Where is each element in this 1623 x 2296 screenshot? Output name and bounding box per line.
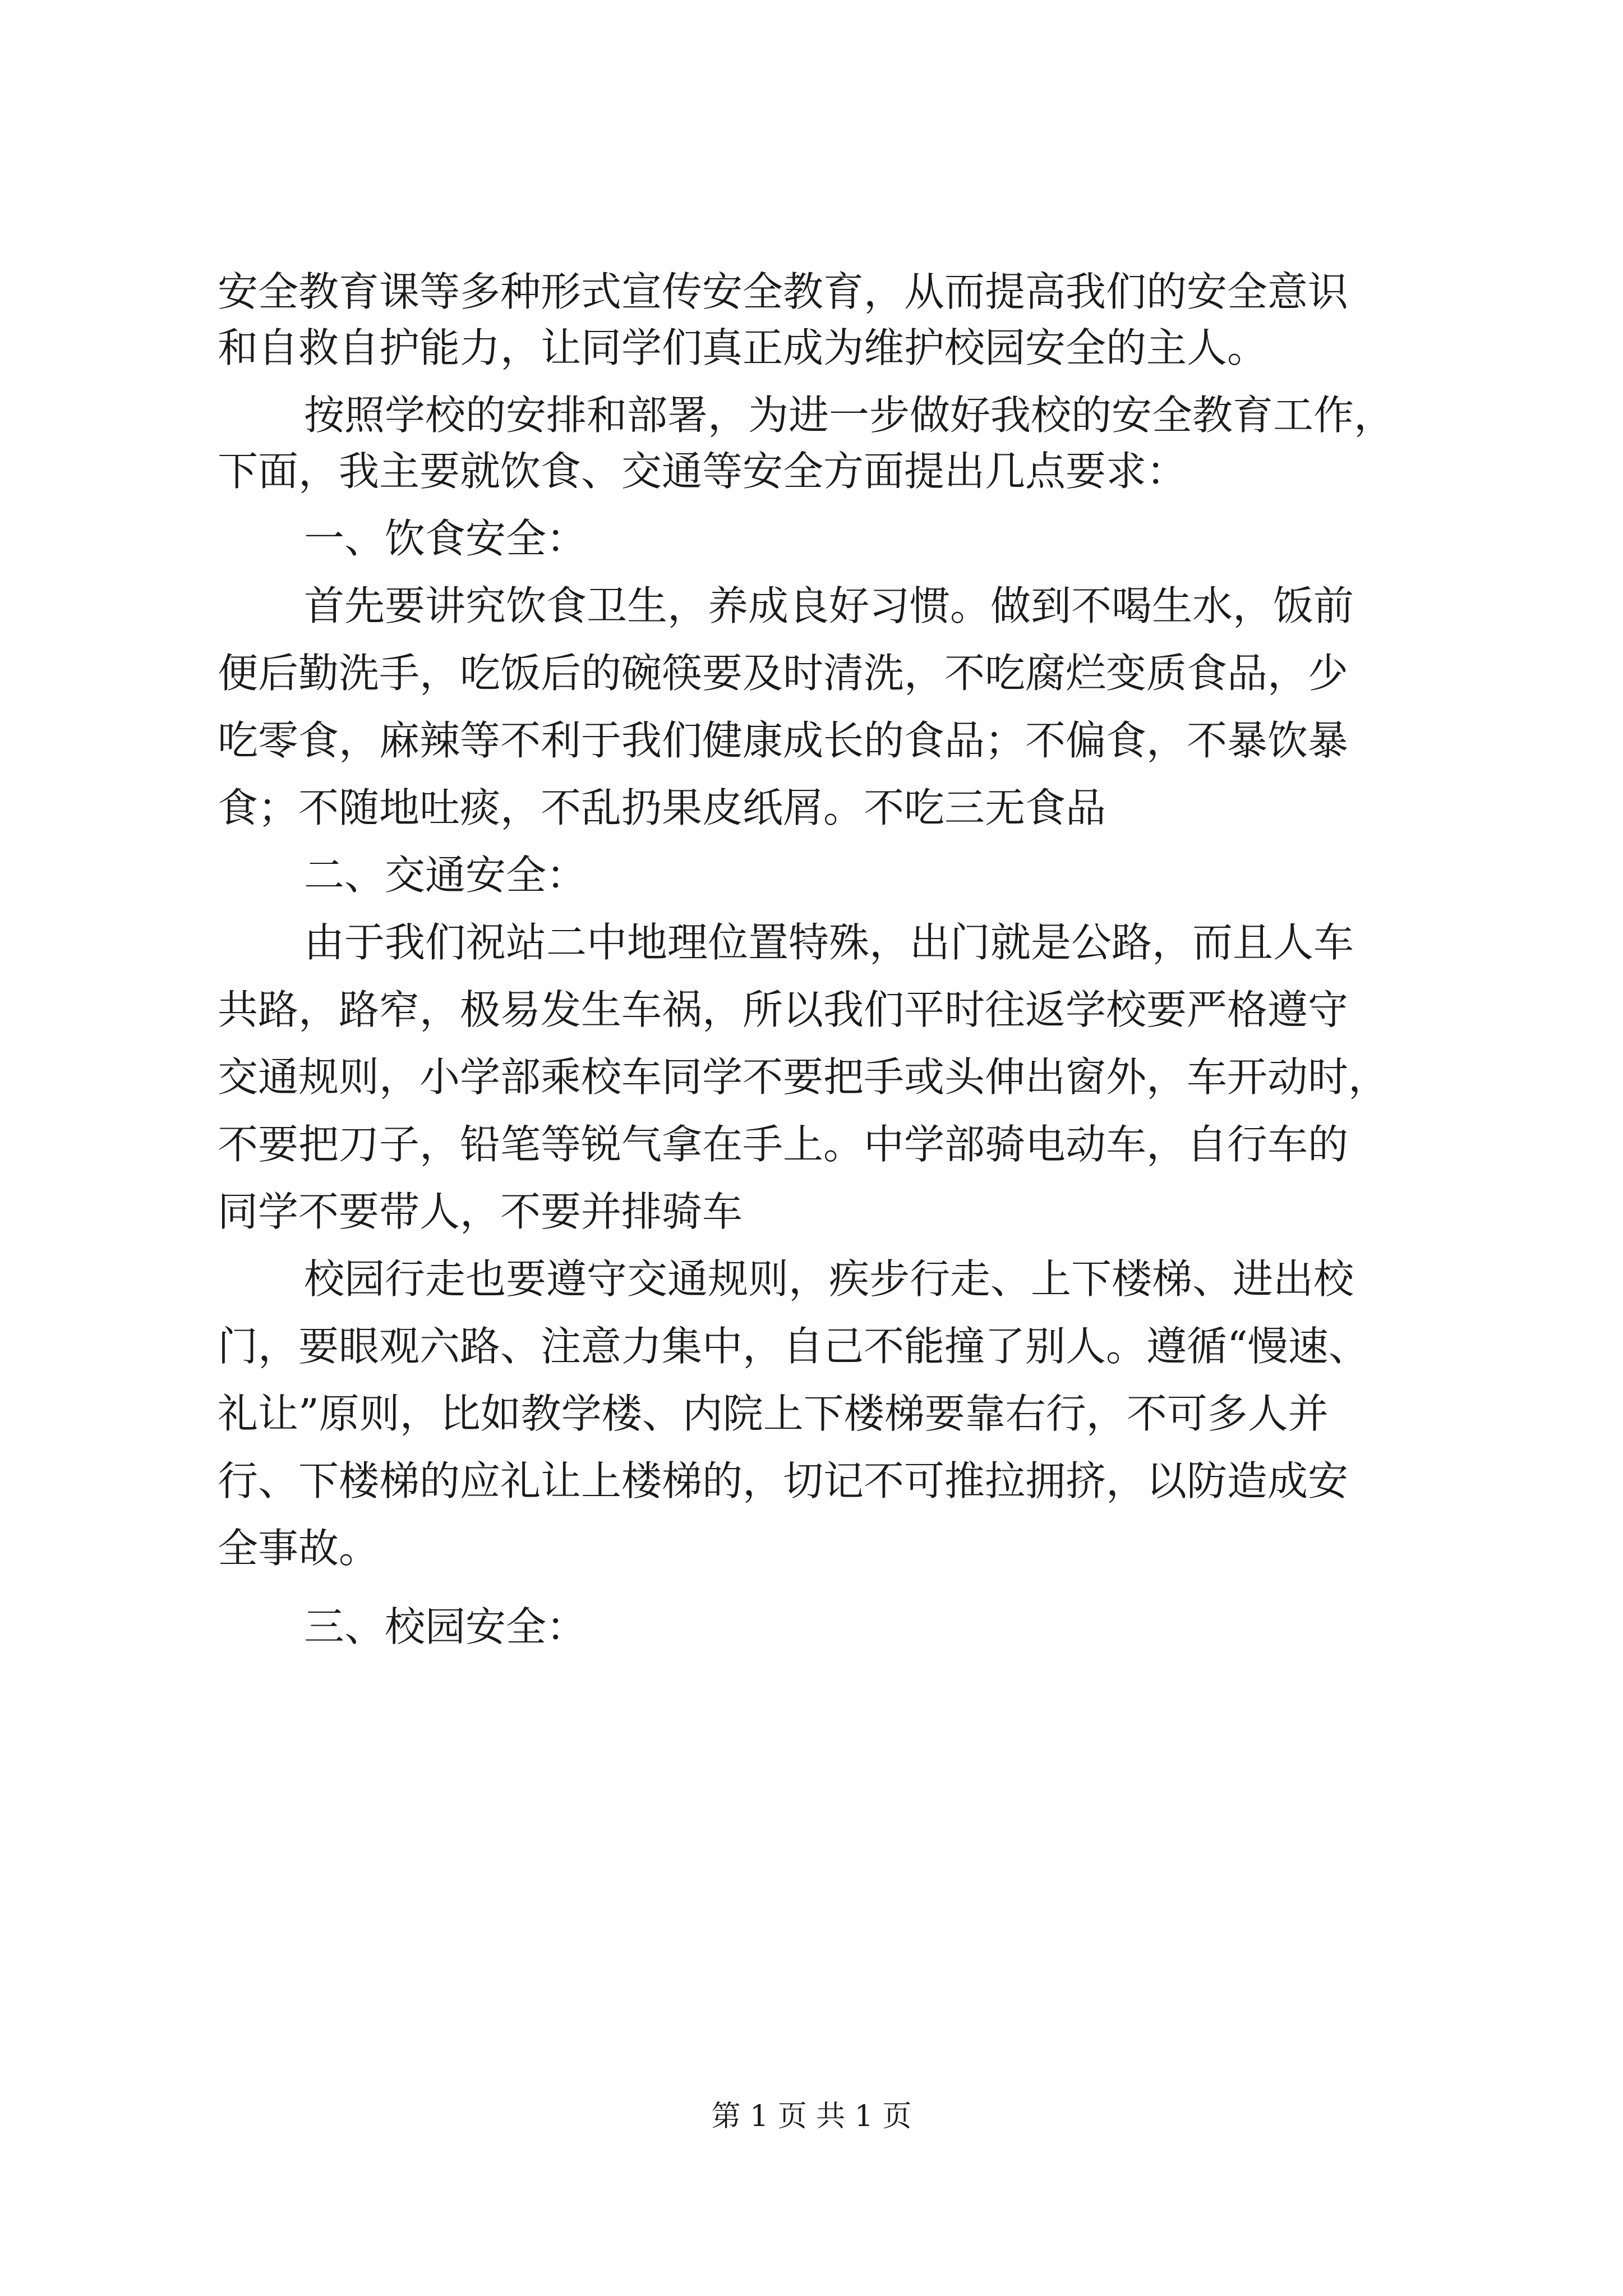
text-line: 吃零食，麻辣等不利于我们健康成长的食品；不偏食，不暴饮暴	[218, 717, 1349, 764]
paragraph-start: 按照学校的安排和部署，为进一步做好我校的安全教育工作，	[304, 392, 1395, 439]
paragraph-start: 由于我们祝站二中地理位置特殊，出门就是公路，而且人车	[304, 919, 1354, 966]
page-number-footer: 第 1 页 共 1 页	[711, 2100, 912, 2133]
text-line: 同学不要带人，不要并排骑车	[218, 1188, 743, 1235]
text-line: 共路，路窄，极易发生车祸，所以我们平时往返学校要严格遵守	[218, 986, 1349, 1033]
text-line: 和自救自护能力，让同学们真正成为维护校园安全的主人。	[218, 324, 1268, 371]
text-line: 安全教育课等多种形式宣传安全教育，从而提高我们的安全意识	[218, 268, 1349, 315]
paragraph-start: 校园行走也要遵守交通规则，疾步行走、上下楼梯、进出校	[304, 1255, 1354, 1303]
text-line: 门，要眼观六路、注意力集中，自己不能撞了别人。遵循“慢速、	[218, 1323, 1369, 1370]
text-line: 食；不随地吐痰，不乱扔果皮纸屑。不吃三无食品	[218, 784, 1106, 831]
paragraph-start: 首先要讲究饮食卫生，养成良好习惯。做到不喝生水，饭前	[304, 582, 1354, 629]
section-heading-traffic-safety: 二、交通安全：	[304, 852, 587, 899]
text-line: 便后勤洗手，吃饭后的碗筷要及时清洗，不吃腐烂变质食品，少	[218, 650, 1349, 697]
text-line: 交通规则，小学部乘校车同学不要把手或头伸出窗外，车开动时，	[218, 1053, 1389, 1101]
text-line: 礼让”原则，比如教学楼、内院上下楼梯要靠右行，不可多人并	[218, 1390, 1329, 1437]
section-heading-food-safety: 一、饮食安全：	[304, 515, 587, 562]
section-heading-campus-safety: 三、校园安全：	[304, 1603, 587, 1650]
text-line: 行、下楼梯的应礼让上楼梯的，切记不可推拉拥挤，以防造成安	[218, 1457, 1349, 1504]
text-line: 不要把刀子，铅笔等锐气拿在手上。中学部骑电动车，自行车的	[218, 1121, 1349, 1168]
text-line: 下面，我主要就饮食、交通等安全方面提出几点要求：	[218, 448, 1187, 495]
text-line: 全事故。	[218, 1525, 380, 1572]
